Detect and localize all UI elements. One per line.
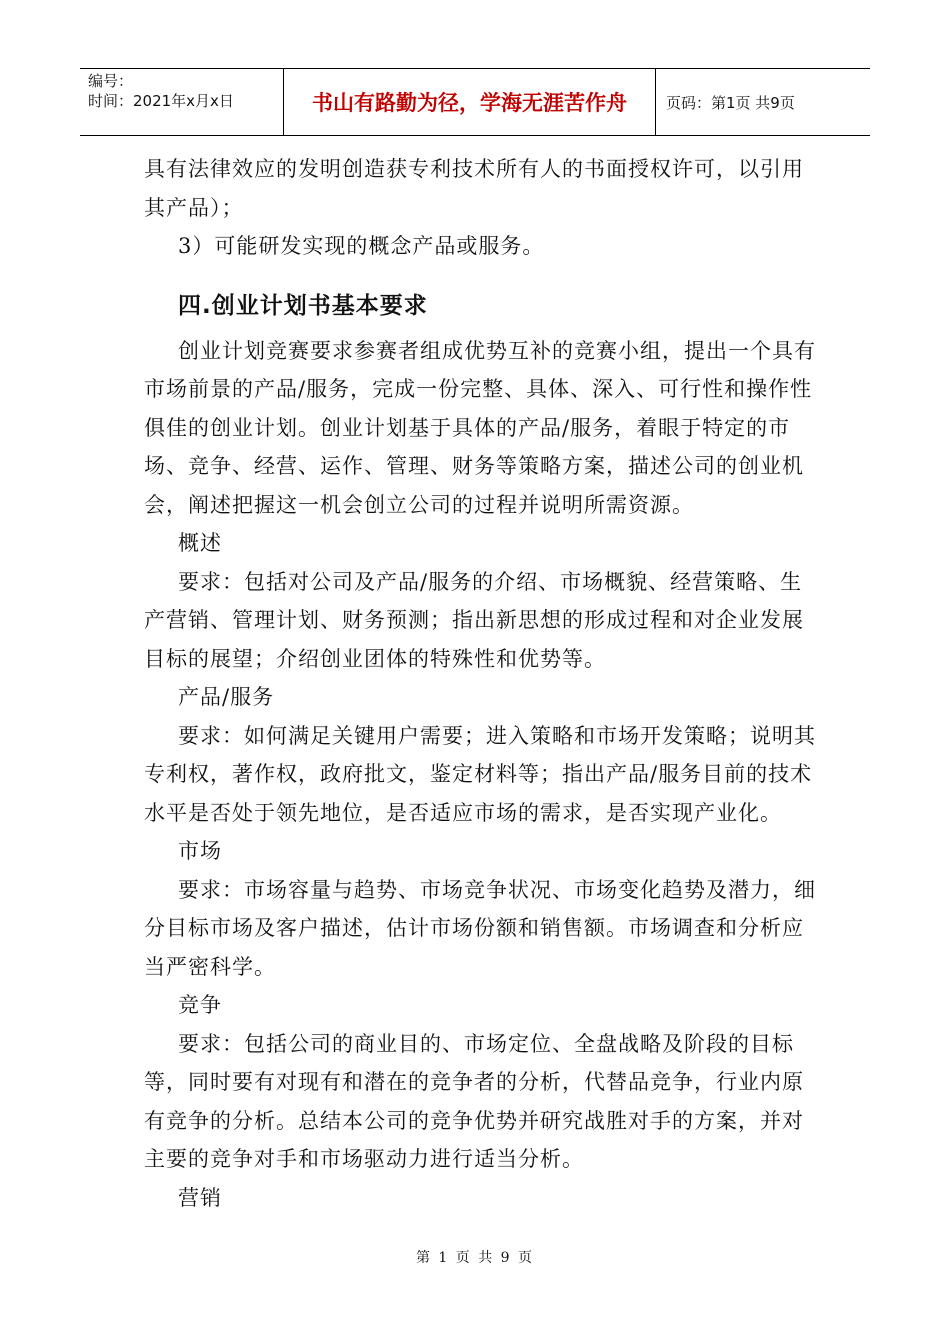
subsection-title: 概述: [178, 531, 222, 555]
page-footer: 第 1 页 共 9 页: [415, 1250, 535, 1266]
paragraph: 要求：如何满足关键用户需要；进入策略和市场开发策略；说明其专利权，著作权，政府批文，鉴定材料等；指出产品/服务目前的技术水平是否处于领先地位，是否适应市场的需求，是否实现产业化。: [144, 723, 816, 825]
section-heading: 四.创业计划书基本要求: [178, 292, 428, 319]
subsection-title: 营销: [178, 1185, 222, 1210]
paragraph: 3）可能研发实现的概念产品或服务。: [178, 234, 545, 258]
paragraph: 具有法律效应的发明创造获专利技术所有人的书面授权许可，以引用其产品）；: [144, 157, 804, 220]
paragraph: 要求：市场容量与趋势、市场竞争状况、市场变化趋势及潜力，细分目标市场及客户描述，估计市场份额和销售额。市场调查和分析应当严密科学。: [144, 877, 816, 979]
header-meta: [80, 69, 284, 135]
document-time: 时间：2021年x月x日: [88, 92, 234, 110]
header-motto: 书山有路勤为径，学海无涯苦作舟: [284, 69, 656, 135]
paragraph: 要求：包括对公司及产品/服务的介绍、市场概貌、经营策略、生产营销、管理计划、财务预测；指出新思想的形成过程和对企业发展目标的展望；介绍创业团体的特殊性和优势等。: [144, 569, 804, 671]
subsection-title: 竞争: [178, 993, 222, 1017]
document-number-label: 编号：: [88, 72, 134, 90]
subsection-title: 产品/服务: [178, 685, 275, 709]
paragraph: 要求：包括公司的商业目的、市场定位、全盘战略及阶段的目标等，同时要有对现有和潜在的竞争者的分析，代替品竞争，行业内原有竞争的分析。总结本公司的竞争优势并研究战胜对手的方案，并对主要的竞争对手和市场驱动力进行适当分析。: [144, 1031, 804, 1171]
header-page-info: 页码：第1页 共9页: [666, 93, 795, 112]
document-body: [144, 150, 824, 1217]
page-header: [80, 68, 870, 136]
paragraph: 创业计划竞赛要求参赛者组成优势互补的竞赛小组，提出一个具有市场前景的产品/服务，完成一份完整、具体、深入、可行性和操作性俱佳的创业计划。创业计划基于具体的产品/服务，着眼于特定的市场、竞争、经营、运作、管理、财务等策略方案，描述公司的创业机会，阐述把握这一机会创立公司的过程并说明所需资源。: [144, 338, 816, 517]
subsection-title: 市场: [178, 839, 222, 863]
